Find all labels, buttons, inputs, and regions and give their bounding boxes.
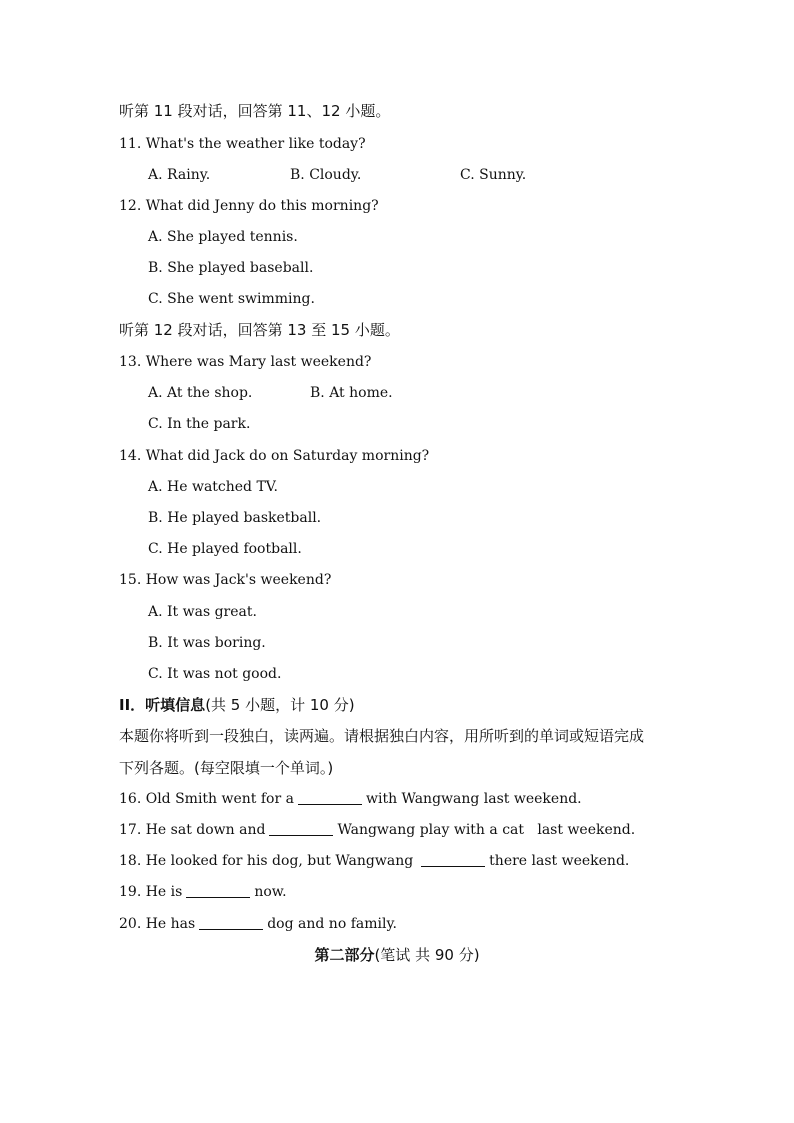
question-16-post: with Wangwang last weekend.: [365, 791, 582, 807]
question-19-blank[interactable]: [186, 883, 250, 898]
question-17: [119, 820, 635, 840]
question-12-option-a: A. She played tennis.: [148, 229, 298, 245]
question-15-option-a: A. It was great.: [148, 604, 257, 620]
question-15-option-b: B. It was boring.: [148, 635, 266, 651]
question-19: [119, 882, 287, 902]
question-12-option-b: B. She played baseball.: [148, 260, 314, 276]
question-18-post: there last weekend.: [489, 853, 630, 869]
question-14-option-a: A. He watched TV.: [148, 479, 278, 495]
section-12-header: 听第 12 段对话，回答第 13 至 15 小题。: [119, 321, 400, 339]
question-20-post: dog and no family.: [267, 916, 397, 932]
question-13-option-a: A. At the shop.: [148, 385, 253, 401]
part-ii-instruction-line-1: 本题你将听到一段独白，读两遍。请根据独白内容，用所听到的单词或短语完成: [119, 727, 645, 745]
question-12-stem: 12. What did Jenny do this morning?: [119, 198, 379, 214]
question-13-option-b: B. At home.: [310, 385, 393, 401]
part-ii-number: II．: [119, 696, 146, 714]
question-20-blank[interactable]: [199, 915, 263, 930]
section-11-header: 听第 11 段对话，回答第 11、12 小题。: [119, 102, 391, 120]
question-15-stem: 15. How was Jack's weekend?: [119, 572, 332, 588]
part-ii-heading: [119, 695, 355, 715]
question-11-stem: 11. What's the weather like today?: [119, 136, 366, 152]
part-ii-title: 听填信息: [145, 696, 206, 714]
question-16-pre: 16. Old Smith went for a: [119, 791, 294, 807]
question-18-pre: 18. He looked for his dog, but Wangwang: [119, 853, 414, 869]
part-two-heading: [0, 945, 794, 965]
question-11-option-c: C. Sunny.: [460, 167, 527, 183]
question-17-blank[interactable]: [269, 821, 333, 836]
question-16: [119, 789, 582, 809]
question-18: [119, 851, 629, 871]
part-ii-score: (共 5 小题，计 10 分): [205, 696, 355, 714]
part-ii-instruction-line-2: 下列各题。(每空限填一个单词。): [119, 759, 334, 777]
question-14-stem: 14. What did Jack do on Saturday morning?: [119, 448, 430, 464]
question-18-blank[interactable]: [421, 852, 485, 867]
question-19-pre: 19. He is: [119, 884, 183, 900]
question-13-stem: 13. Where was Mary last weekend?: [119, 354, 372, 370]
part-two-score: (笔试 共 90 分): [374, 946, 480, 964]
question-14-option-b: B. He played basketball.: [148, 510, 322, 526]
question-11-option-a: A. Rainy.: [148, 167, 211, 183]
question-13-option-c: C. In the park.: [148, 416, 251, 432]
question-14-option-c: C. He played football.: [148, 541, 302, 557]
question-17-post: Wangwang play with a cat last weekend.: [337, 822, 636, 838]
question-20-pre: 20. He has: [119, 916, 196, 932]
question-19-post: now.: [254, 884, 287, 900]
question-12-option-c: C. She went swimming.: [148, 291, 315, 307]
question-11-option-b: B. Cloudy.: [290, 167, 362, 183]
question-17-pre: 17. He sat down and: [119, 822, 266, 838]
question-16-blank[interactable]: [298, 790, 362, 805]
question-20: [119, 914, 397, 934]
part-two-title: 第二部分: [314, 946, 375, 964]
question-15-option-c: C. It was not good.: [148, 666, 282, 682]
